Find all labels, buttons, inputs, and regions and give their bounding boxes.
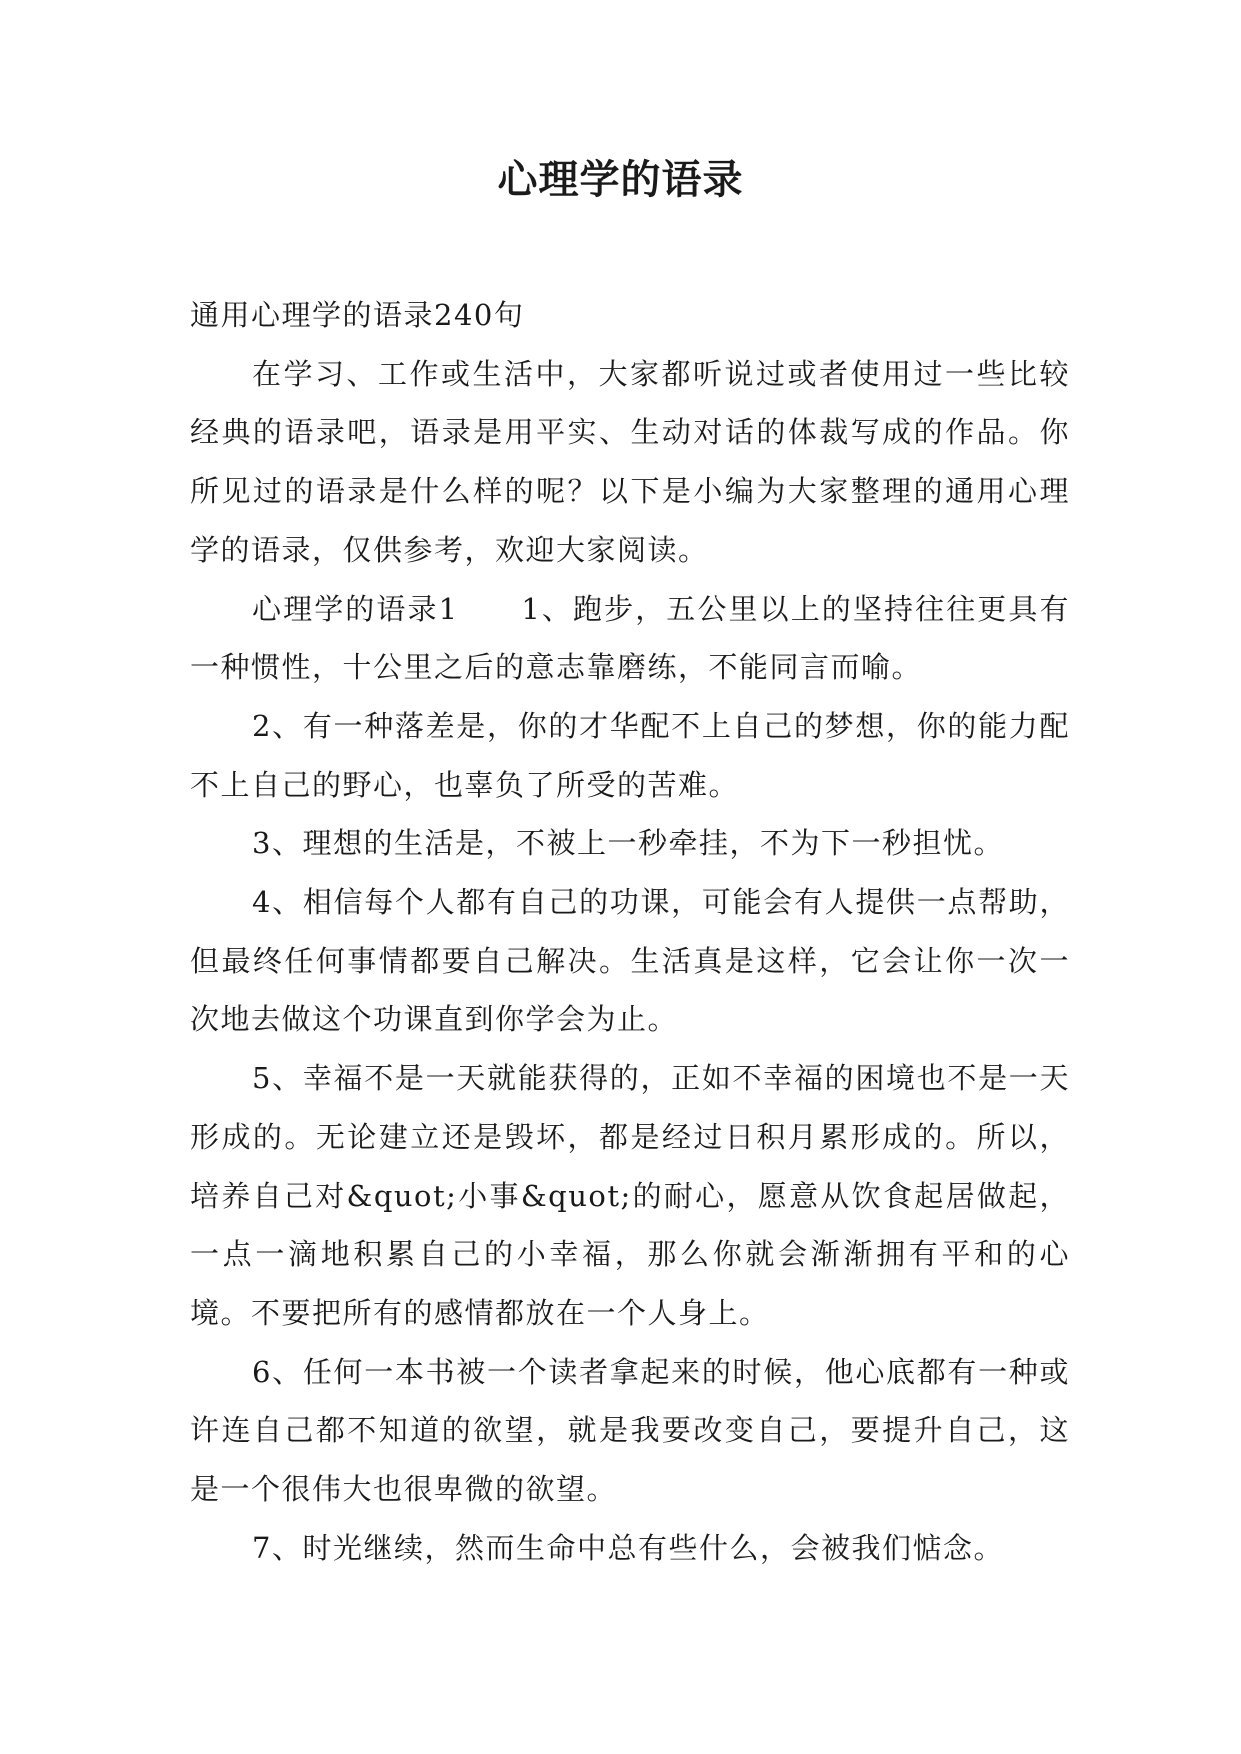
paragraph-quote-2: 2、有一种落差是，你的才华配不上自己的梦想，你的能力配不上自己的野心，也辜负了所受的苦难。 [190,708,1070,802]
paragraph-quote-1: 心理学的语录1 1、跑步，五公里以上的坚持往往更具有一种惯性，十公里之后的意志靠磨练，不能同言而喻。 [190,591,1070,685]
paragraph-intro: 在学习、工作或生活中，大家都听说过或者使用过一些比较经典的语录吧，语录是用平实、生动对话的体裁写成的作品。你所见过的语录是什么样的呢？以下是小编为大家整理的通用心理学的语录，仅供参考，欢迎大家阅读。 [190,356,1070,567]
paragraph-quote-7: 7、时光继续，然而生命中总有些什么，会被我们惦念。 [252,1530,1004,1565]
document-body [190,286,1070,1577]
paragraph-quote-5: 5、幸福不是一天就能获得的，正如不幸福的困境也不是一天形成的。无论建立还是毁坏，都是经过日积月累形成的。所以，培养自己对&quot;小事&quot;的耐心，愿意从饮食起居做起，一点一滴地积累自己的小幸福，那么你就会渐渐拥有平和的心境。不要把所有的感情都放在一个人身上。 [190,1061,1070,1330]
document-subtitle: 通用心理学的语录240句 [190,298,525,332]
paragraph-quote-6: 6、任何一本书被一个读者拿起来的时候，他心底都有一种或许连自己都不知道的欲望，就是我要改变自己，要提升自己，这是一个很伟大也很卑微的欲望。 [190,1354,1070,1507]
paragraph-quote-4: 4、相信每个人都有自己的功课，可能会有人提供一点帮助，但最终任何事情都要自己解决。生活真是这样，它会让你一次一次地去做这个功课直到你学会为止。 [190,885,1070,1037]
paragraph-quote-3: 3、理想的生活是，不被上一秒牵挂，不为下一秒担忧。 [252,826,1004,861]
document-title: 心理学的语录 [497,156,744,203]
